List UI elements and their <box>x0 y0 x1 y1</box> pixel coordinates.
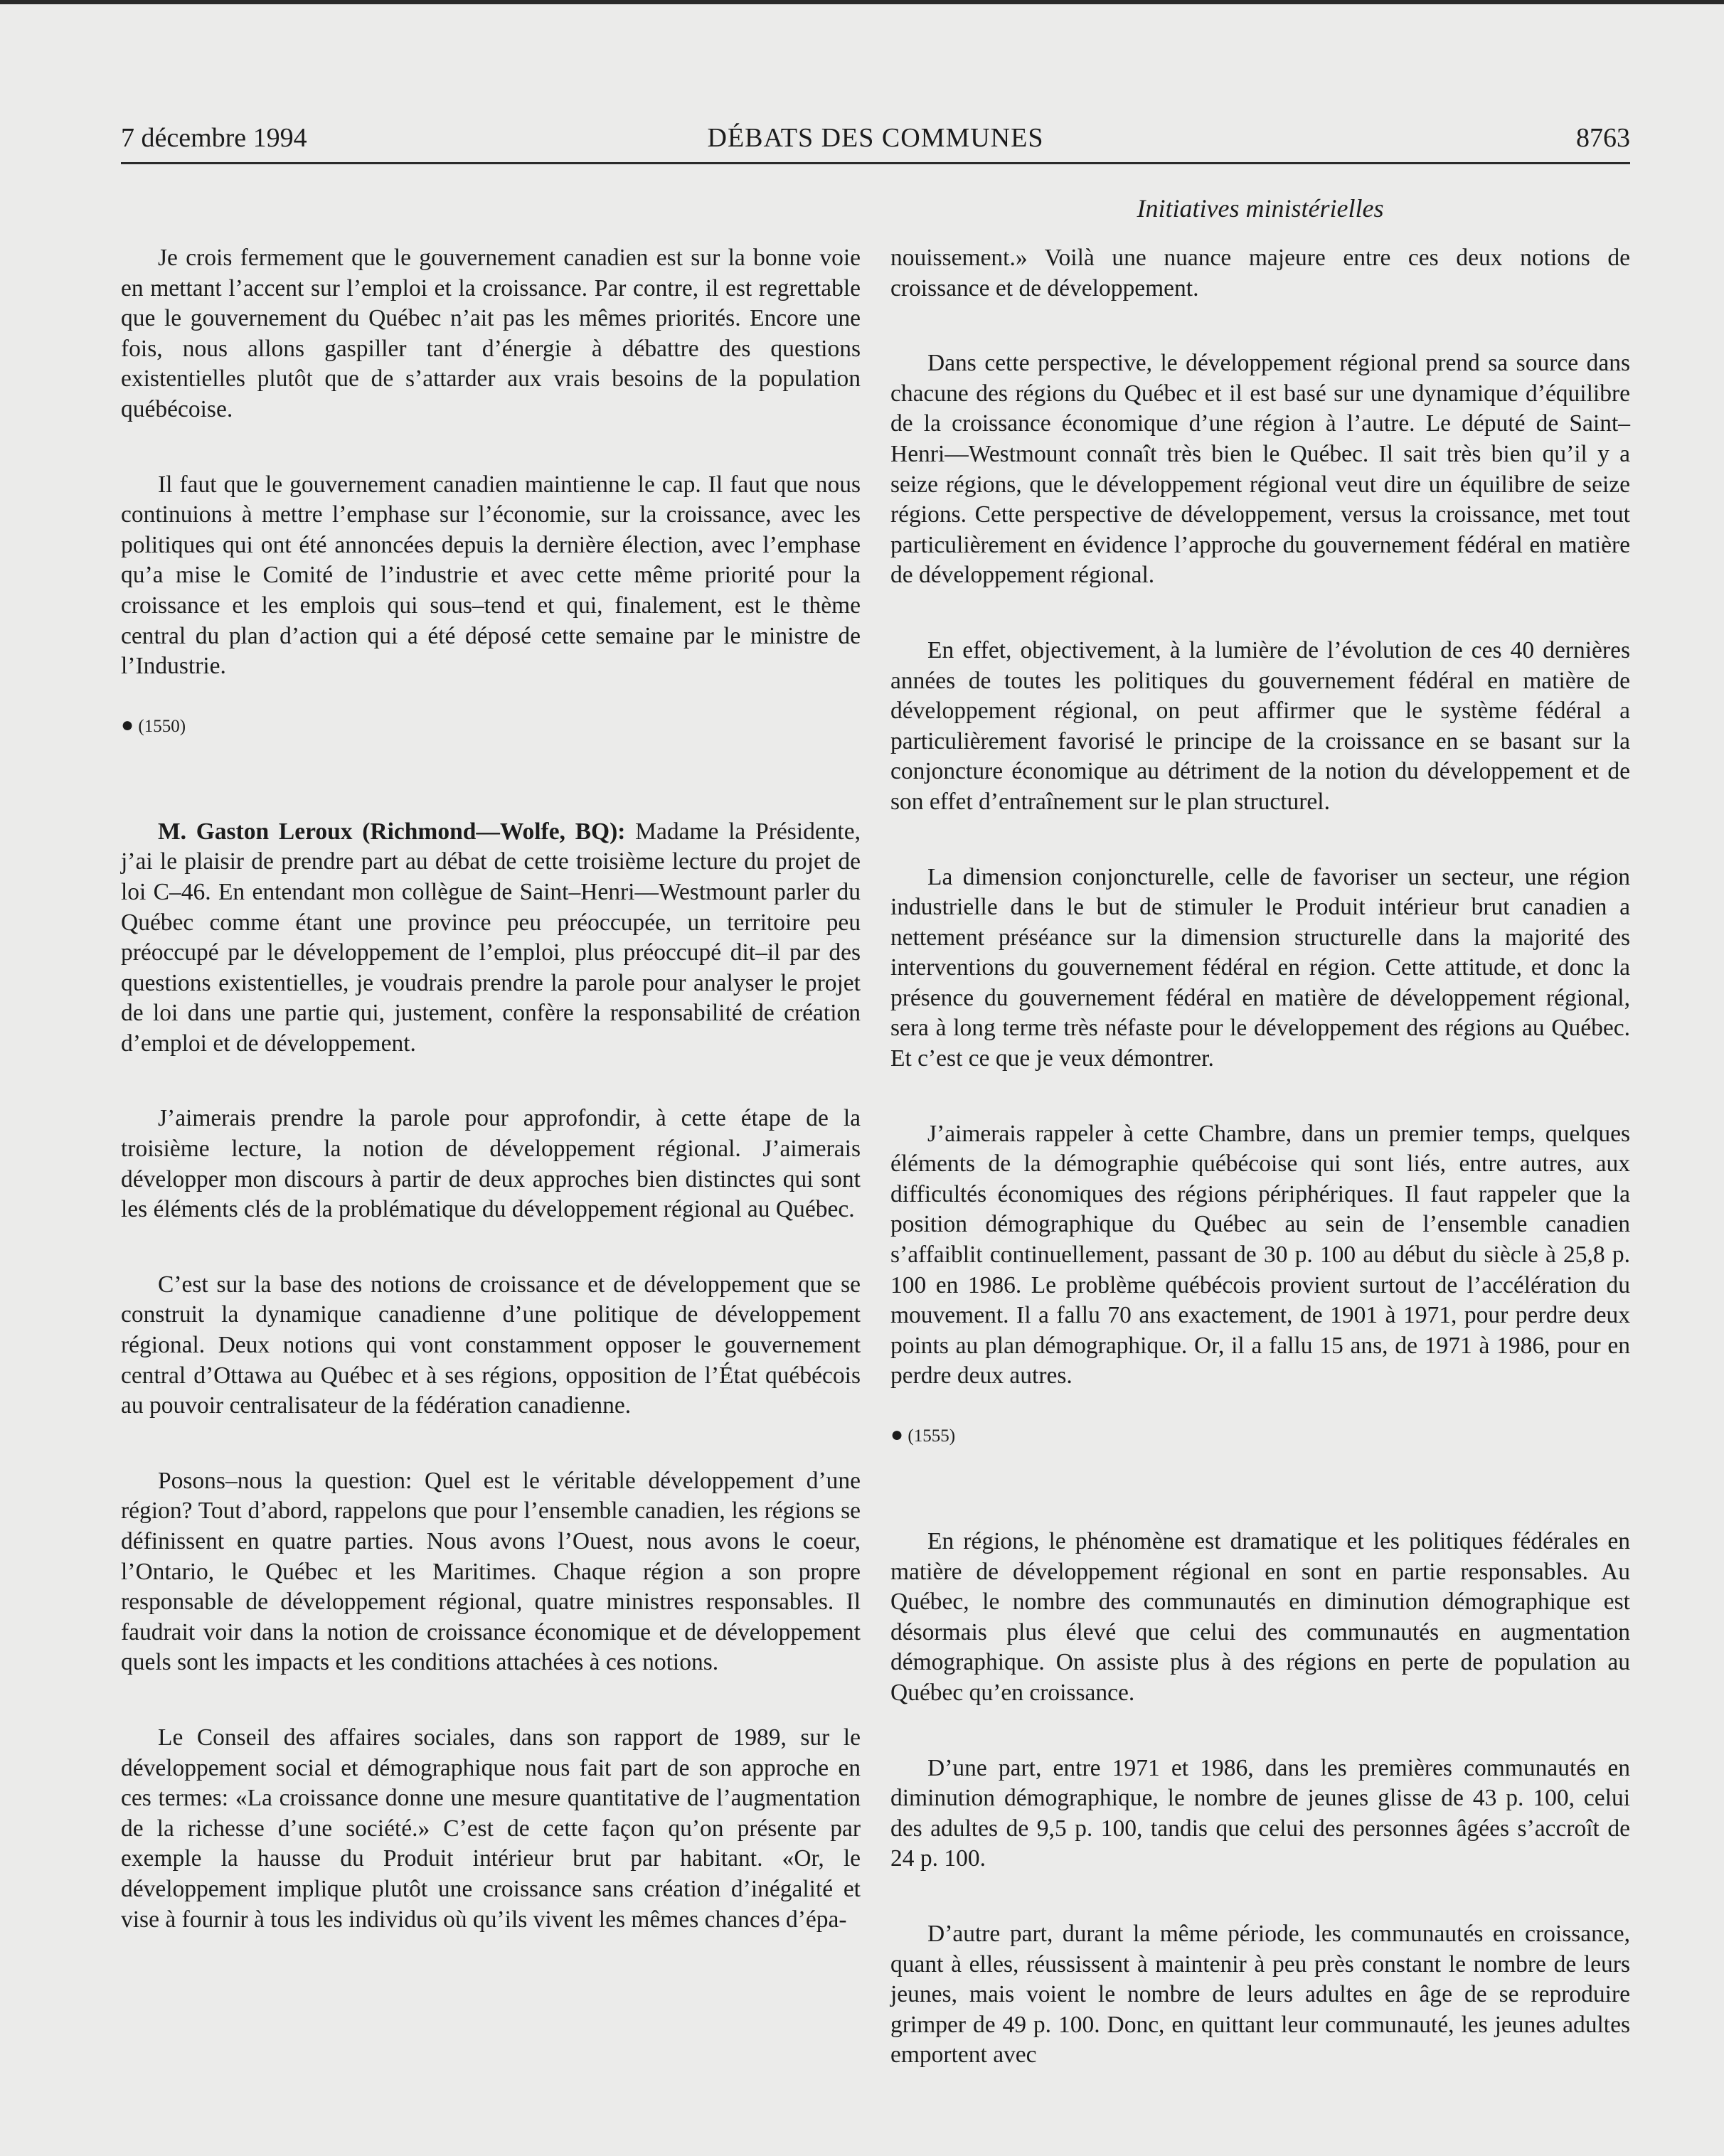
left-column <box>121 243 861 1935</box>
paragraph: Je crois fermement que le gouvernement canadien est sur la bonne voie en mettant l’accent sur l’emploi et la croissance. Par contre, il est regrettable que le gouvernement du Québec n’ait pas les mêmes priorités. Encore une fois, nous allons gaspiller tant d’énergie à débattre des questions existentielles plutôt que de s’attarder aux vrais besoins de la population québécoise. <box>121 245 861 422</box>
bullet-icon: ● <box>890 1423 904 1446</box>
paragraph: J’aimerais prendre la parole pour approfondir, à cette étape de la troisième lecture, la notion de développement régional. J’aimerais développer mon discours à partir de deux approches bien distinctes qui sont les éléments clés de la problématique du développement régional au Québec. <box>121 1105 861 1223</box>
paragraph: D’une part, entre 1971 et 1986, dans les premières communautés en diminution démographique, le nombre de jeunes glisse de 43 p. 100, celui des adultes de 9,5 p. 100, tandis que celui des personnes âgées s’accroît de 24 p. 100. <box>890 1754 1630 1872</box>
paragraph: J’aimerais rappeler à cette Chambre, dans un premier temps, quelques éléments de la démographie québécoise qui sont liés, entre autres, aux difficultés économiques des régions périphériques. Il faut rappeler que la position démographique du Québec au sein de l’ensemble canadien s’affaiblit continuellement, passant de 30 p. 100 au début du siècle à 25,8 p. 100 en 1986. Le problème québécois provient surtout de l’accélération du mouvement. Il a fallu 70 ans exactement, de 1901 à 1971, pour perdre deux points au plan démographique. Or, il a fallu 15 ans, de 1971 à 1986, pour en perdre deux autres. <box>890 1120 1630 1389</box>
paragraph: C’est sur la base des notions de croissance et de développement que se construit la dynamique canadienne d’une politique de développement régional. Deux notions qui vont constamment opposer le gouvernement central d’Ottawa au Québec et à ses régions, opposition de l’État québécois au pouvoir centralisateur de la fédération canadienne. <box>121 1271 861 1419</box>
timestamp-text: (1555) <box>908 1426 956 1446</box>
header-page-number: 8763 <box>1576 123 1630 153</box>
paragraph: En régions, le phénomène est dramatique et les politiques fédérales en matière de développement régional en sont en partie responsables. Au Québec, le nombre des communautés en diminution démographique est désormais plus élevé que celui des communautés en augmentation démographique. On assiste plus à des régions en perte de population au Québec qu’en croissance. <box>890 1528 1630 1706</box>
speaker-paragraph <box>121 817 861 1060</box>
speaker-name: M. Gaston Leroux (Richmond—Wolfe, BQ): <box>158 818 626 845</box>
paragraph: D’autre part, durant la même période, les communautés en croissance, quant à elles, réussissent à maintenir à peu près constant le nombre de leurs jeunes, mais voient le nombre de leurs adultes en âge de se reproduire grimper de 49 p. 100. Donc, en quittant leur communauté, les jeunes adultes emportent avec <box>890 1920 1630 2069</box>
header-date: 7 décembre 1994 <box>121 123 307 153</box>
header-publication-title: DÉBATS DES COMMUNES <box>707 123 1044 153</box>
paragraph-continuation: nouissement.» Voilà une nuance majeure entre ces deux notions de croissance et de développement. <box>890 245 1630 301</box>
bullet-icon: ● <box>121 713 134 737</box>
paragraph: Il faut que le gouvernement canadien maintienne le cap. Il faut que nous continuions à mettre l’emphase sur l’économie, sur la croissance, avec les politiques qui ont été annoncées depuis la dernière élection, avec l’emphase qu’a mise le Comité de l’industrie et avec cette même priorité pour la croissance et les emplois qui sous–tend et qui, finalement, est le thème central du plan d’action qui a été déposé cette semaine par le ministre de l’Industrie. <box>121 471 861 680</box>
paragraph: Posons–nous la question: Quel est le véritable développement d’une région? Tout d’abord, rappelons que pour l’ensemble canadien, les régions se définissent en quatre parties. Nous avons l’Ouest, nous avons le coeur, l’Ontario, le Québec et les Maritimes. Chaque région a son propre responsable de développement régional, quatre ministres responsables. Il faudrait voir dans la notion de croissance économique et de développement quels sont les impacts et les conditions attachées à ces notions. <box>121 1467 861 1676</box>
right-column <box>890 243 1630 2071</box>
top-border-rule <box>0 0 1724 4</box>
timestamp-text: (1550) <box>138 716 186 736</box>
speech-text: Madame la Présidente, j’ai le plaisir de prendre part au débat de cette troisième lecture du projet de loi C–46. En entendant mon collègue de Saint–Henri—Westmount parler du Québec comme étant une province peu préoccupée, un territoire peu préoccupé par le développement de l’emploi, plus préoccupé dit–il par des questions existentielles, je voudrais prendre la parole pour analyser le projet de loi dans une partie qui, justement, confère la responsabilité de création d’emploi et de développement. <box>121 818 861 1057</box>
section-heading: Initiatives ministérielles <box>1137 194 1384 223</box>
paragraph: La dimension conjoncturelle, celle de favoriser un secteur, une région industrielle dans le but de stimuler le Produit intérieur brut canadien a nettement préséance sur la dimension structurelle dans la majorité des interventions du gouvernement fédéral en région. Cette attitude, et donc la présence du gouvernement fédéral en matière de développement régional, sera à long terme très néfaste pour le développement des régions au Québec. Et c’est ce que je veux démontrer. <box>890 863 1630 1072</box>
paragraph: En effet, objectivement, à la lumière de l’évolution de ces 40 dernières années de toutes les politiques du gouvernement fédéral en matière de développement régional, on peut affirmer que le système fédéral a particulièrement favorisé le principe de la croissance en se basant sur la conjoncture économique au détriment de la notion du développement et de son effet d’entraînement sur le plan structurel. <box>890 636 1630 815</box>
page-header <box>121 121 1630 164</box>
paragraph: Le Conseil des affaires sociales, dans son rapport de 1989, sur le développement social et démographique nous fait part de son approche en ces termes: «La croissance donne une mesure quantitative de l’augmentation de la richesse d’une société.» C’est de cette façon qu’on présente par exemple la hausse du Produit intérieur brut par habitant. «Or, le développement implique plutôt une croissance sans création d’inégalité et vise à fournir à tous les individus où qu’ils vivent les mêmes chances d’épa- <box>121 1724 861 1933</box>
timestamp-marker <box>890 1424 1630 1447</box>
timestamp-marker <box>121 715 861 737</box>
paragraph: Dans cette perspective, le développement régional prend sa source dans chacune des régions du Québec et il est basé sur une dynamique d’équilibre de la croissance économique d’une région à l’autre. Le député de Saint–Henri—Westmount connaît très bien le Québec. Il sait très bien qu’il y a seize régions, que le développement régional veut dire un équilibre de seize régions. Cette perspective de développement, versus la croissance, met tout particulièrement en évidence l’approche du gouvernement fédéral en matière de développement régional. <box>890 350 1630 589</box>
